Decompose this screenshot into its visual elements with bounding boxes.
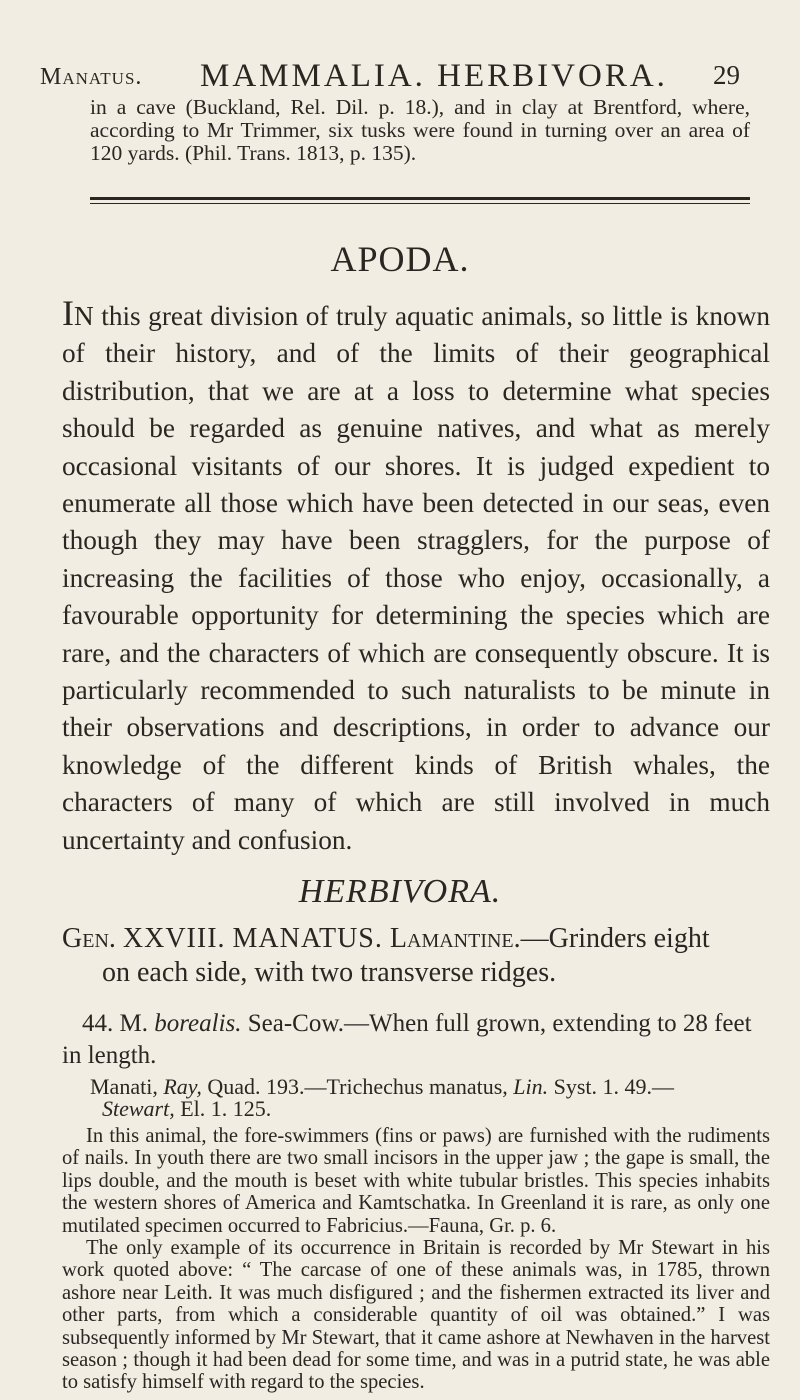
page-number: 29 — [713, 60, 740, 90]
drop-cap: I — [62, 293, 74, 333]
drop-cap-rest: N — [74, 301, 94, 331]
section-rule-thick — [90, 197, 750, 200]
synonym-line-2 — [90, 1098, 770, 1120]
running-header — [40, 58, 760, 92]
genus-character-rest: —Grinders eight — [520, 923, 710, 954]
apoda-text: this great division of truly aquatic animals, so little is known of their history, and of the limits of their geographical distribution, that we are at a loss to determine what species should be regarded as genuine natives, and what as merely occasional visitants of our shores. It is judged expedient to enumerate all those which have been detected in our seas, even though they may have been stragglers, for the purpose of increasing the facilities of those who enjoy, occasionally, a favourable opportunity for determining the species which are rare, and the characters of which are consequently obscure. It is particularly recommended to such naturalists to be minute in their observations and descriptions, in order to advance our knowledge of the different kinds of British whales, the characters of many of which are still involved in much uncertainty and confusion. — [62, 301, 770, 855]
section-rule-thin — [90, 203, 750, 204]
synonym-text: Syst. 1. 49.— — [548, 1074, 675, 1099]
genus-character-cont: on each side, with two transverse ridges. — [102, 957, 557, 988]
synonym-author: Stewart, — [102, 1096, 175, 1121]
species-description: Sea-Cow.—When full grown, extending to 28 feet in length. — [62, 1010, 752, 1069]
species-number: 44. — [82, 1010, 114, 1037]
genus-label: Gen. — [62, 923, 116, 954]
apoda-paragraph — [62, 293, 770, 859]
genus-character-head: Lamantine. — [389, 923, 521, 954]
species-name: borealis. — [154, 1010, 242, 1037]
account-paragraph: The only example of its occurrence in Britain is recorded by Mr Stewart in his work quoted above: “ The carcase of one of these animals was, in 1785, thrown ashore near Leith. It was much disfigured ; and the fishermen extracted its liver and other parts, from which a considerable quantity of oil was obtained.” I was subsequently informed by Mr Stewart, that it came ashore at Newhaven in the harvest season ; though it had been dead for some time, and was in a putrid state, he was able to satisfy himself with regard to the species. — [62, 1237, 770, 1394]
synonym-author: Ray, — [163, 1074, 202, 1099]
running-head-left: Manatus. — [40, 64, 143, 90]
synonym-text: Manati, — [90, 1074, 164, 1099]
subsection-title-herbivora: HERBIVORA. — [298, 873, 502, 910]
synonym-text: Quad. 193.—Trichechus manatus, — [201, 1074, 514, 1099]
species-account — [62, 1125, 770, 1394]
account-paragraph: In this animal, the fore-swimmers (fins or paws) are furnished with the rudiments of nails. In youth there are two small incisors in the upper jaw ; the gape is small, the lips double, and the mouth is beset with white tubular bristles. This species inhabits the western shores of America and Kamtschatka. In Greenland it is rare, as only one mutilated specimen occurred to Fabricius.—Fauna, Gr. p. 6. — [62, 1125, 770, 1237]
running-head-title: MAMMALIA. HERBIVORA. — [200, 58, 668, 94]
species-genus-abbr: M. — [119, 1010, 148, 1037]
synonym-text: El. 1. 125. — [174, 1096, 272, 1121]
section-title-apoda: APODA. — [330, 239, 470, 279]
synonymy-block — [90, 1076, 770, 1120]
genus-number: XXVIII. — [122, 923, 226, 954]
genus-name: MANATUS. — [232, 923, 383, 954]
synonym-author: Lin. — [513, 1074, 549, 1099]
species-heading — [62, 1008, 770, 1072]
continued-paragraph: in a cave (Buckland, Rel. Dil. p. 18.), and in clay at Brentford, where, according to Mr Trimmer, six tusks were found in turning over an area of 120 yards. (Phil. Trans. 1813, p. 135). — [90, 95, 750, 165]
genus-heading — [62, 922, 770, 990]
